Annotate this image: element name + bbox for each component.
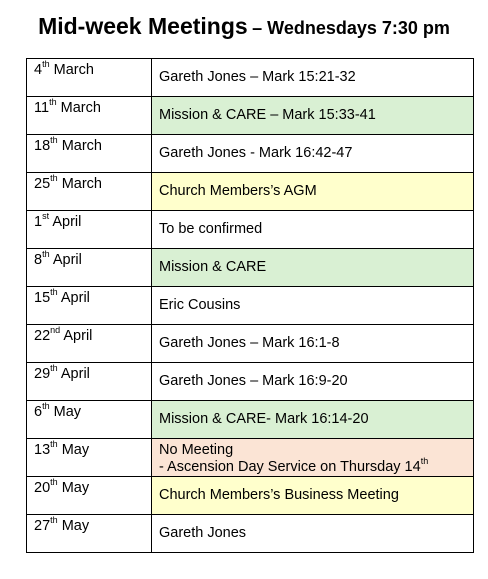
table-row	[27, 363, 474, 401]
date-month: April	[63, 328, 93, 344]
date-month: May	[61, 518, 90, 534]
date-cell	[27, 515, 152, 553]
date-suffix: th	[49, 97, 57, 108]
table-row	[27, 439, 474, 477]
date-month: April	[60, 290, 90, 306]
table-row	[27, 135, 474, 173]
event-cell: Church Members’s Business Meeting	[152, 477, 474, 515]
date-day: 27	[34, 518, 51, 534]
table-row	[27, 477, 474, 515]
meetings-table	[26, 58, 474, 553]
date-cell	[27, 287, 152, 325]
date-suffix: th	[50, 363, 58, 374]
date-month: April	[52, 214, 82, 230]
date-day: 11	[34, 100, 50, 116]
date-suffix: th	[42, 249, 50, 260]
date-day: 20	[34, 480, 51, 496]
table-row	[27, 59, 474, 97]
event-line-2-suffix: th	[420, 456, 429, 467]
table-row	[27, 211, 474, 249]
date-month: April	[60, 366, 90, 382]
date-day: 1	[34, 214, 43, 230]
date-cell	[27, 477, 152, 515]
date-suffix: th	[50, 477, 58, 488]
date-cell	[27, 439, 152, 477]
date-day: 13	[34, 442, 51, 458]
event-cell: Eric Cousins	[152, 287, 474, 325]
date-day: 29	[34, 366, 51, 382]
table-row	[27, 287, 474, 325]
event-line-2-text: - Ascension Day Service on Thursday 14	[159, 459, 421, 475]
date-month: May	[61, 442, 90, 458]
date-suffix: th	[42, 59, 50, 70]
event-cell: Church Members’s AGM	[152, 173, 474, 211]
event-cell: Gareth Jones	[152, 515, 474, 553]
date-cell	[27, 211, 152, 249]
title-subtitle: – Wednesdays 7:30 pm	[252, 18, 450, 38]
date-cell	[27, 401, 152, 439]
date-suffix: th	[50, 173, 58, 184]
date-day: 6	[34, 404, 43, 420]
date-day: 18	[34, 138, 51, 154]
event-line-2	[159, 456, 473, 476]
date-day: 8	[34, 252, 43, 268]
date-suffix: th	[50, 439, 58, 450]
date-month: April	[52, 252, 82, 268]
event-line-1: No Meeting	[159, 442, 234, 458]
date-cell	[27, 249, 152, 287]
date-cell	[27, 97, 152, 135]
date-day: 25	[34, 176, 51, 192]
table-row	[27, 249, 474, 287]
date-suffix: th	[42, 401, 50, 412]
date-day: 15	[34, 290, 51, 306]
event-cell: Mission & CARE- Mark 16:14-20	[152, 401, 474, 439]
date-suffix: st	[42, 211, 50, 222]
event-cell: Gareth Jones – Mark 15:21-32	[152, 59, 474, 97]
date-month: March	[53, 62, 94, 78]
event-cell: To be confirmed	[152, 211, 474, 249]
date-suffix: th	[50, 515, 58, 526]
title-main: Mid-week Meetings	[38, 13, 248, 39]
date-suffix: th	[50, 135, 58, 146]
event-cell: Mission & CARE	[152, 249, 474, 287]
date-cell	[27, 363, 152, 401]
date-month: May	[53, 404, 82, 420]
event-cell: Gareth Jones - Mark 16:42-47	[152, 135, 474, 173]
table-row	[27, 325, 474, 363]
date-day: 4	[34, 62, 43, 78]
date-cell	[27, 135, 152, 173]
date-month: May	[61, 480, 90, 496]
date-month: March	[61, 176, 102, 192]
table-row	[27, 97, 474, 135]
page-title	[0, 12, 488, 44]
event-cell	[152, 439, 474, 477]
event-cell: Gareth Jones – Mark 16:1-8	[152, 325, 474, 363]
date-cell	[27, 59, 152, 97]
table-row	[27, 401, 474, 439]
date-cell	[27, 325, 152, 363]
date-cell	[27, 173, 152, 211]
date-suffix: nd	[50, 325, 61, 336]
date-day: 22	[34, 328, 51, 344]
event-cell: Gareth Jones – Mark 16:9-20	[152, 363, 474, 401]
table-row	[27, 173, 474, 211]
table-row	[27, 515, 474, 553]
date-month: March	[61, 138, 102, 154]
date-suffix: th	[50, 287, 58, 298]
event-cell: Mission & CARE – Mark 15:33-41	[152, 97, 474, 135]
date-month: March	[60, 100, 101, 116]
